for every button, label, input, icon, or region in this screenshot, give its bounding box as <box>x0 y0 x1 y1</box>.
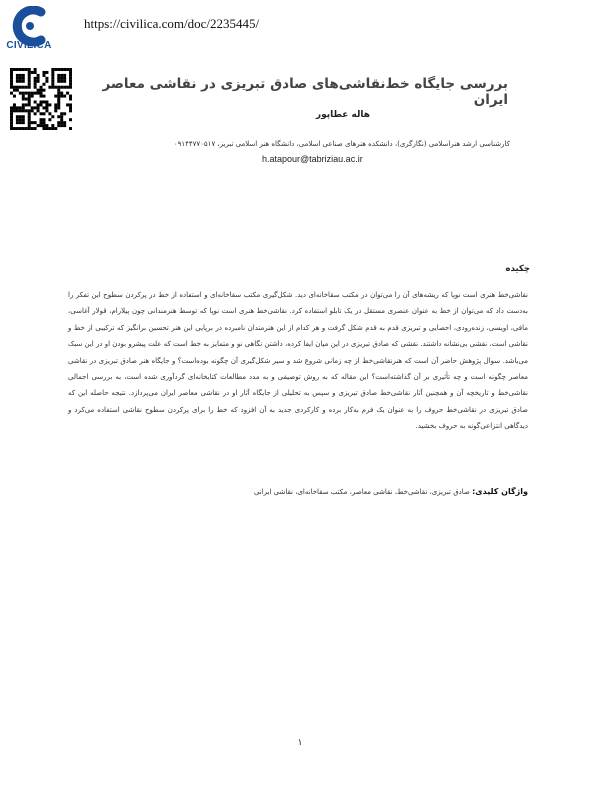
qr-code-icon <box>10 68 72 130</box>
abstract-heading: چکیده <box>505 264 530 274</box>
page-number: ۱ <box>297 738 303 748</box>
author-affiliation: کارشناسی ارشد هنراسلامی (نگارگری)، دانشکده هنرهای صناعی اسلامی، دانشگاه هنر اسلامی تبریز، ۰۹۱۴۴۷۷۰۵۱۷ <box>173 140 510 148</box>
author-name: هاله عطاپور <box>315 110 370 120</box>
logo-text: CIVILICA <box>6 40 52 51</box>
author-email[interactable]: h.atapour@tabriziau.ac.ir <box>262 154 363 164</box>
keywords-label: واژگان کلیدی: <box>472 487 528 496</box>
keywords-line <box>68 487 528 496</box>
document-url[interactable]: https://civilica.com/doc/2235445/ <box>84 16 260 31</box>
abstract-body: نقاشی‌خط هنری است نوپا که ریشه‌های آن را می‌توان در مکتب سقاخانه‌ای دید. شکل‌گیری مکتب سقاخانه‌ای و استفاده از خط در پرکردن سطوح این تفکر را به‌دست داد که می‌توان از خط به عنوان عنصری مستقل در یک تابلو استفاده کرد. نقاشی‌خط هنری است نوپا که توسط هنرمندانی چون پیلارام، قولار آغاسی، مافی، اویسی، زنده‌رودی، احصایی و تبریزی قدم به قدم شکل گرفت و هر کدام از این هنرمندان نامبرده در برپایی این هنر تحسین برانگیز که ترکیبی از خط و نقاشی است، نقشی بی‌نشانه داشتند. نقشی که صادق تبریزی در این میان ایفا کرده، داشتن نگاهی نو و متمایز به خط است که علت پیشرو بودن او در این سبک می‌باشد. سوال پژوهش حاضر آن است که هنرنقاشی‌خط از چه زمانی شروع شد و سیر شکل‌گیری آن چگونه بوده‌است؟ و جایگاه هنر صادق تبریزی در نقاشی معاصر چگونه است و چه تأثیری بر آن گذاشته‌است؟ این مقاله که به روش توصیفی و به مدد مطالعات کتابخانه‌ای گردآوری شده است، به بررسی اجمالی نقاشی‌خط و تاریخچه آن و همچنین آثار نقاشی‌خط صادق تبریزی و سپس به تحلیلی از جایگاه آثار او در نقاشی معاصر ایران می‌پردازد. نتیجه حاصله این که صادق تبریزی در نقاشی‌خط حروف را به عنوان یک فرم به‌کار برده و کارکردی جدید به آن افزود که خط را برای پرکردن سطوح نقاشی استفاده می‌کرد و دیدگاهی انتزاعی‌گونه به حروف بخشید. <box>68 291 528 431</box>
keywords-list: صادق تبریزی، نقاشی‌خط، نقاشی معاصر، مکتب سقاخانه‌ای، نقاشی ایرانی <box>253 488 470 496</box>
paper-title: بررسی جایگاه خط‌نقاشی‌های صادق تبریزی در نقاشی معاصر ایران <box>102 76 508 108</box>
